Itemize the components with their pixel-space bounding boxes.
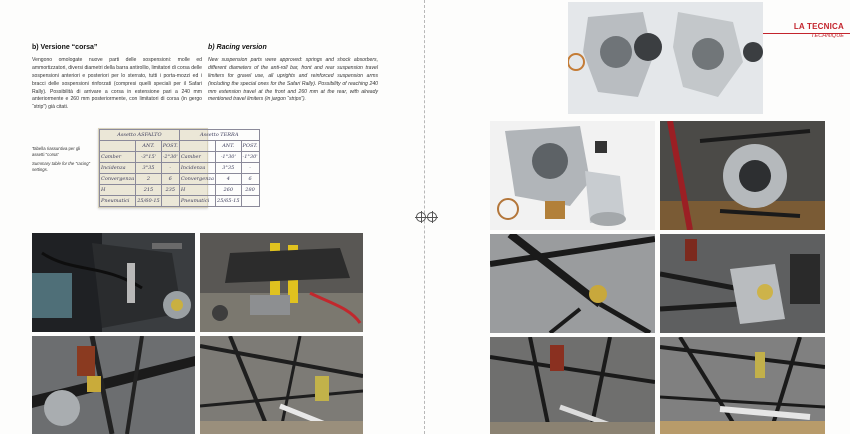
row-label: H xyxy=(179,185,215,196)
italian-column xyxy=(32,44,202,112)
photo-suspension-engine-bay xyxy=(32,233,195,332)
table-caption-it: Tabella riassuntiva per gli assetti “corsa” xyxy=(32,146,81,158)
cell: 25/65-15 xyxy=(216,196,241,207)
table-caption xyxy=(32,146,92,173)
cell: 235 xyxy=(161,185,179,196)
row-label: Convergenza xyxy=(179,174,215,185)
setup-table xyxy=(99,129,260,207)
photo-frame-rear-low xyxy=(490,337,655,434)
cell: 3°35 xyxy=(136,163,161,174)
row-label: Pneumatici xyxy=(100,196,136,207)
english-heading: b) Racing version xyxy=(208,44,267,51)
setup-sheet-photo xyxy=(98,128,258,208)
section-label-it: LA TECNICA xyxy=(793,22,844,31)
col-rear-l: POST. xyxy=(161,141,179,152)
cell: 215 xyxy=(136,185,161,196)
row-label: Convergenza xyxy=(100,174,136,185)
cell: 6 xyxy=(241,174,259,185)
col-front-r: ANT. xyxy=(216,141,241,152)
cell: - xyxy=(241,163,259,174)
cell xyxy=(161,196,179,207)
italian-body: Vengono omologate nuove parti delle sospensioni: molle ed ammortizzatori, diversi diametri della barra antirollio, limitatori di corsa delle sospensioni anteriori e posteriori per lo sterrato, tutti i porta-mozzi ed i bracci delle sospensioni rinforzati (compresi quelli speciali per il Safari Rally). Possibilità di arrivare a corsa in estensione pari a 240 mm anteriormente e 260 mm posteriormente, con limitatori di corsa (in gergo “strip”) già citati. xyxy=(32,57,202,111)
photo-upright-frame xyxy=(32,336,195,434)
photo-hub-carrier-disassembled xyxy=(490,121,655,230)
photo-rear-frame-arms xyxy=(200,336,363,434)
cell: 6 xyxy=(161,174,179,185)
cell: 2 xyxy=(136,174,161,185)
table-row xyxy=(100,152,260,163)
row-label: Camber xyxy=(179,152,215,163)
cell: 4 xyxy=(216,174,241,185)
row-label: Pneumatici xyxy=(179,196,215,207)
table-row xyxy=(100,196,260,207)
cell: - xyxy=(161,163,179,174)
table-row xyxy=(100,185,260,196)
cell: -1°30' xyxy=(216,152,241,163)
col-front-l: ANT. xyxy=(136,141,161,152)
cell: -1°30' xyxy=(241,152,259,163)
cell: -2°30' xyxy=(161,152,179,163)
cell: -3°15' xyxy=(136,152,161,163)
photo-yellow-shocks xyxy=(200,233,363,332)
section-label xyxy=(769,22,844,39)
section-rule xyxy=(761,33,850,34)
photo-front-arm-joint xyxy=(490,234,655,333)
cell xyxy=(241,196,259,207)
row-label: H xyxy=(100,185,136,196)
row-label: Camber xyxy=(100,152,136,163)
italian-heading: b) Versione “corsa” xyxy=(32,44,98,51)
cell: 280 xyxy=(241,185,259,196)
col-rear-r: POST. xyxy=(241,141,259,152)
table-row xyxy=(100,174,260,185)
blank-cell xyxy=(100,141,136,152)
photo-hub-installed-red-frame xyxy=(660,121,825,230)
header-gravel: Assetto TERRA xyxy=(179,130,259,141)
table-row xyxy=(100,163,260,174)
cell: 3°35 xyxy=(216,163,241,174)
cell: 260 xyxy=(216,185,241,196)
english-column xyxy=(208,44,378,104)
header-asphalt: Assetto ASFALTO xyxy=(100,130,180,141)
cell: 25/60-15 xyxy=(136,196,161,207)
photo-upright-with-arms xyxy=(660,234,825,333)
section-label-en: TECHNIQUE xyxy=(811,33,844,39)
photo-uprights-parts xyxy=(568,2,763,114)
row-label: Incidenza xyxy=(179,163,215,174)
english-body: New suspension parts were approved: springs and shock absorbers, different diameters of the anti-roll bar, front and rear suspension travel limiters for gravel use, all uprights and reinforced suspension arms (including the special ones for the Safari Rally). Possibility of reaching 240 mm extension travel at the front and 260 mm at the rear, with already mentioned travel limiters (in jargon “strips”). xyxy=(208,57,378,103)
blank-cell xyxy=(179,141,215,152)
photo-frame-rear-wide xyxy=(660,337,825,434)
right-page xyxy=(425,0,850,434)
row-label: Incidenza xyxy=(100,163,136,174)
table-caption-en: Summary table for the “racing” settings. xyxy=(32,161,91,173)
